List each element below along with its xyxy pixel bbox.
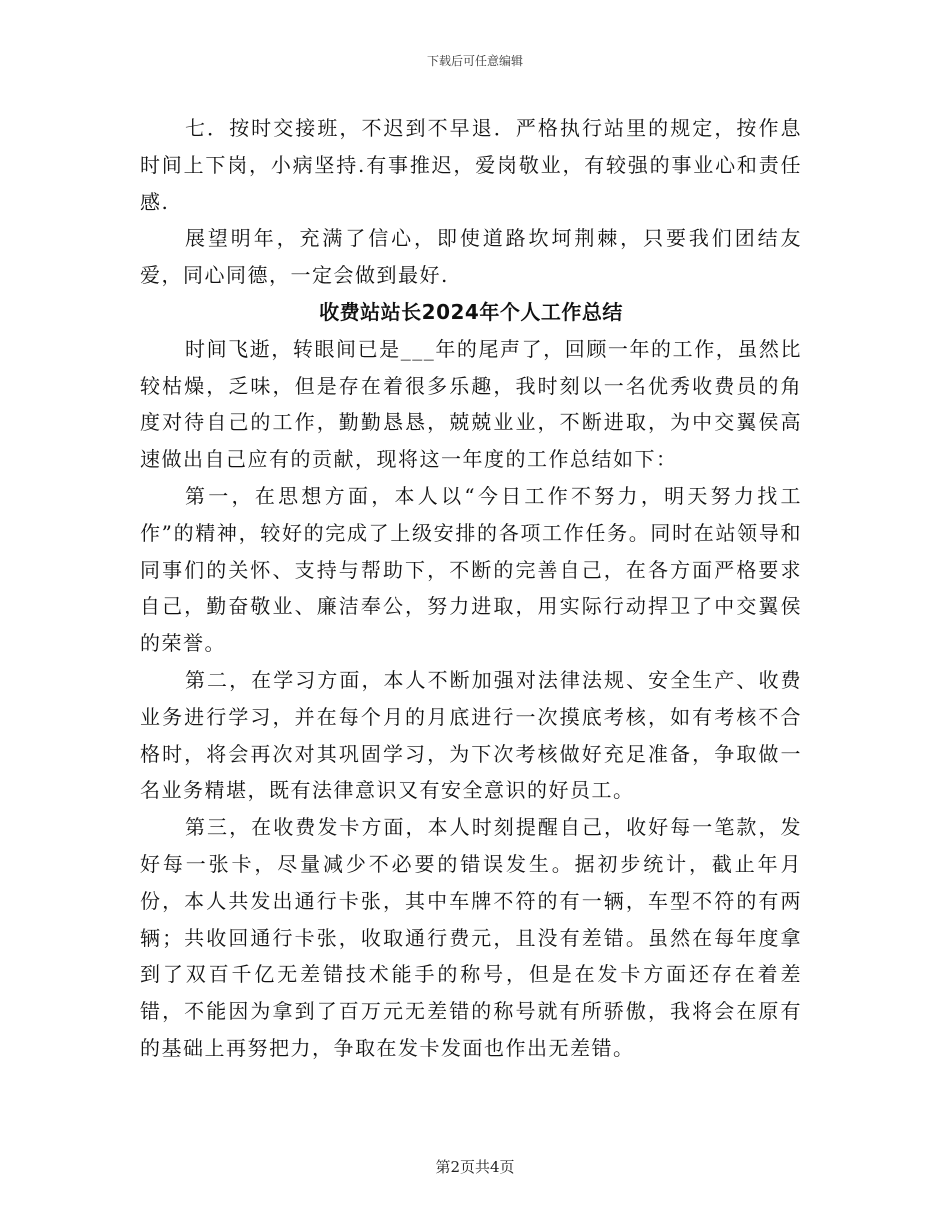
paragraph-outlook: 展望明年，充满了信心，即使道路坎坷荆棘，只要我们团结友爱，同心同德，一定会做到最好. [140,226,802,288]
document-title: 收费站站长2024年个人工作总结 [319,299,623,324]
paragraph-punctuality: 七．按时交接班，不迟到不早退．严格执行站里的规定，按作息时间上下岗，小病坚持.有事推迟，爱岗敬业，有较强的事业心和责任感. [140,116,802,214]
page-number: 第2页共4页 [435,1158,515,1176]
paragraph-intro: 时间飞逝，转眼间已是___年的尾声了，回顾一年的工作，虽然比较枯燥，乏味，但是存在着很多乐趣，我时刻以一名优秀收费员的角度对待自己的工作，勤勤恳恳，兢兢业业，不断进取，为中交翼侯高速做出自己应有的贡献，现将这一年度的工作总结如下： [140,336,802,472]
paragraph-thought: 第一，在思想方面，本人以“今日工作不努力，明天努力找工作”的精神，较好的完成了上级安排的各项工作任务。同时在站领导和同事们的关怀、支持与帮助下，不断的完善自己，在各方面严格要求自己，勤奋敬业、廉洁奉公，努力进取，用实际行动捍卫了中交翼侯的荣誉。 [140,483,802,656]
document-body [140,110,802,1067]
page-header: 下载后可任意编辑 [426,54,523,68]
paragraph-card-issuing: 第三，在收费发卡方面，本人时刻提醒自己，收好每一笔款，发好每一张卡，尽量减少不必要的错误发生。据初步统计，截止年月份，本人共发出通行卡张，其中车牌不符的有一辆，车型不符的有两辆；共收回通行卡张，收取通行费元，且没有差错。虽然在每年度拿到了双百千亿无差错技术能手的称号，但是在发卡方面还存在着差错，不能因为拿到了百万元无差错的称号就有所骄傲，我将会在原有的基础上再努把力，争取在发卡发面也作出无差错。 [140,815,802,1060]
paragraph-study: 第二，在学习方面，本人不断加强对法律法规、安全生产、收费业务进行学习，并在每个月的月底进行一次摸底考核，如有考核不合格时，将会再次对其巩固学习，为下次考核做好充足准备，争取做一名业务精堪，既有法律意识又有安全意识的好员工。 [140,667,802,803]
